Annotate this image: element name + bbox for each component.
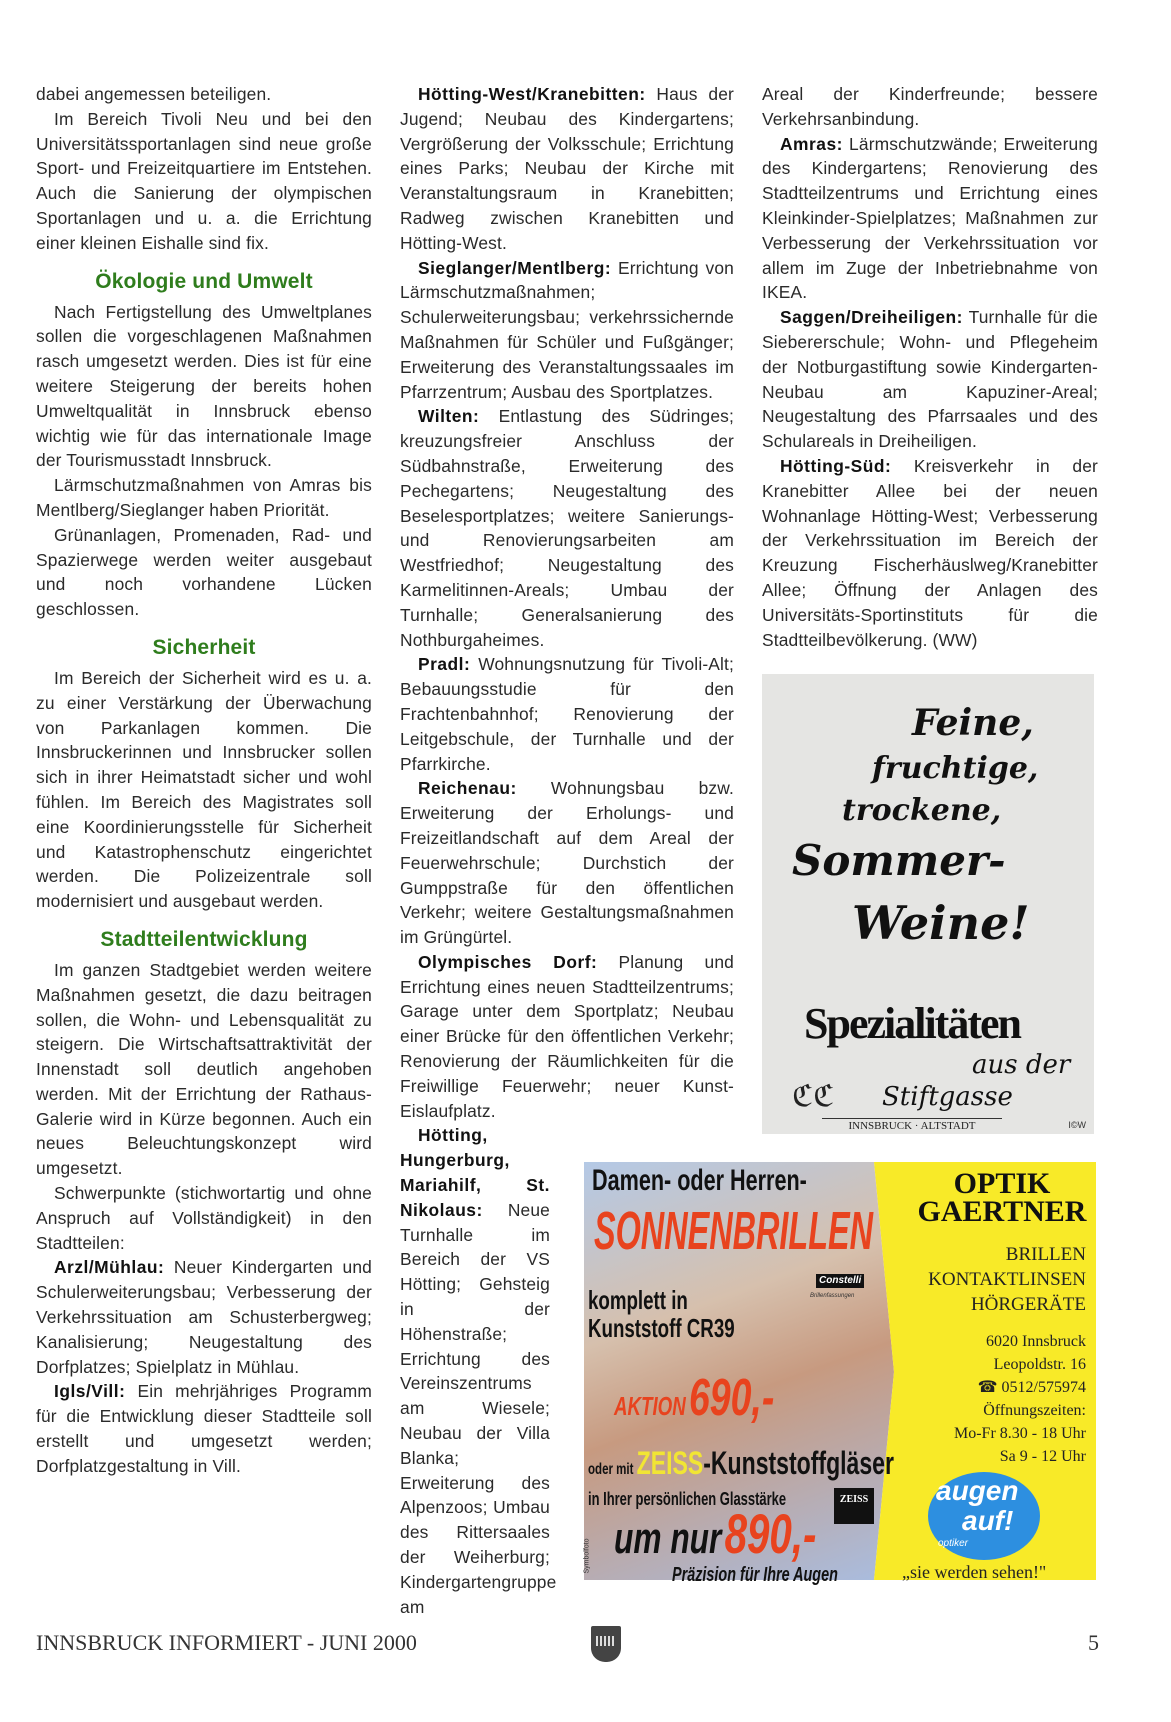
ad-brand: Spezialitäten <box>804 999 1020 1049</box>
district-label: Hötting-West/Kranebitten: <box>418 84 646 104</box>
ad-zeiss-row <box>588 1446 894 1481</box>
district-paragraph-narrow <box>400 1123 557 1619</box>
district-text: Wohnungsnutzung für Tivoli-Alt; Bebauungsstudie für den Frachtenbahnhof; Renovierung der Leitgebschule, der Turnhalle und der Pfarrkirche. <box>400 654 734 774</box>
ad-brand-sub: Stiftgasse <box>882 1082 1013 1113</box>
shop-name-line: GAERTNER <box>917 1195 1087 1228</box>
paragraph: Im Bereich der Sicherheit wird es u. a. zu einer Verstärkung der Überwachung von Parkanlagen kommen. Die Innsbruckerinnen und Innsbrucker sollen sich in ihrer Heimatstadt sicher und wohl fühlen. Im Bereich des Magistrates soll eine Koordinierungsstelle für Sicherheit und Katastrophenschutz eingerichtet werden. Die Polizeizentrale soll modernisiert und ausgebaut werden. <box>36 667 372 912</box>
shop-name-line: OPTIK <box>953 1167 1051 1200</box>
district-text: Lärmschutzwände; Erweiterung des Kindergartens; Renovierung des Stadtteilzentrums und Errichtung eines Kleinkinder-Spielplatzes; Maßnahmen zur Verbesserung der Verkehrssituation vor allem im Zuge der Inbetriebnahme von IKEA. <box>762 133 1098 303</box>
district-paragraph <box>762 454 1098 652</box>
city-crest-icon <box>591 1626 621 1662</box>
ad-text: um nur <box>614 1514 722 1563</box>
ad-headline: Damen- oder Herren- <box>592 1164 807 1197</box>
ad-text: oder mit <box>588 1461 634 1478</box>
ad-script-line: fruchtige, <box>872 751 1039 787</box>
district-paragraph <box>400 404 734 652</box>
augen-auf-logo <box>928 1472 1040 1560</box>
wine-advertisement <box>762 674 1094 1134</box>
publication-title: INNSBRUCK INFORMIERT - JUNI 2000 <box>36 1630 417 1655</box>
shop-services <box>902 1242 1086 1317</box>
paragraph: Areal der Kinderfreunde; bessere Verkehrsanbindung. <box>762 84 1098 129</box>
district-text: Neue Turnhalle im Bereich der VS Hötting; Gehsteig in der Höhenstraße; Errichtung des Vereinszentrums am Wiesele; Neubau der Villa Blanka; Erweiterung des Alpenzoos; Umbau des Rittersaales der Weiherburg; Kindergartengruppe am <box>400 1199 557 1617</box>
district-text: Wohnungsbau bzw. Erweiterung der Erholungs- und Freizeitlandschaft auf dem Areal der Feuerwehrschule; Durchstich der Gumppstraße für den öffentlichen Verkehr; weitere Gestaltungsmaßnahmen im Grüngürtel. <box>400 778 734 948</box>
ad-tagline: Präzision für Ihre Augen <box>672 1564 838 1586</box>
paragraph: Im Bereich Tivoli Neu und bei den Universitätssportanlagen sind neue große Sport- und Freizeitquartiere im Entstehen. Auch die Sanierung der olympischen Sportanlagen und u. a. die Errichtung einer kleinen Eishalle sind fix. <box>36 108 372 253</box>
paragraph: dabei angemessen beteiligen. <box>36 84 272 104</box>
ad-aktion: AKTION <box>614 1391 686 1421</box>
ad-slogan: „sie werden sehen!" <box>902 1562 1047 1582</box>
ad-script-line: Sommer- <box>792 836 1006 886</box>
section-heading-oekologie: Ökologie und Umwelt <box>95 269 313 293</box>
constelli-logo: Constelli <box>816 1274 864 1288</box>
ad-aktion-row <box>614 1370 774 1427</box>
district-label: Saggen/Dreiheiligen: <box>780 307 963 328</box>
service: BRILLEN <box>1005 1244 1086 1265</box>
ad-price-row <box>614 1502 817 1565</box>
district-text: Kreisverkehr in der Kranebitter Allee bei der neuen Wohnanlage Hötting-West; Verbesserung der Verkehrssituation im Bereich der Kreuzung Fischerhäuslweg/Kranebitter Allee; Öffnung der Anlagen des Universitäts-Sportinstituts für die Stadtteilbevölkerung. (WW) <box>762 455 1098 650</box>
district-paragraph <box>400 82 734 256</box>
ad-script-line: Weine! <box>852 896 1030 951</box>
column-1 <box>36 82 372 1479</box>
ad-location: INNSBRUCK · ALTSTADT <box>822 1118 1002 1133</box>
ad-script-line: trockene, <box>842 793 1002 829</box>
district-paragraph <box>400 256 734 405</box>
service: KONTAKTLINSEN <box>928 1269 1086 1290</box>
constelli-sub: Brillenfassungen <box>810 1293 855 1299</box>
district-label: Wilten: <box>418 406 480 427</box>
district-label: Hötting, Hungerburg, Mariahilf, St. Nikolaus: <box>400 1125 550 1220</box>
ad-text: komplett in <box>588 1285 688 1315</box>
ad-text: in Ihrer persönlichen Glasstärke <box>588 1489 787 1509</box>
district-paragraph <box>400 776 734 950</box>
shop-contact <box>894 1330 1086 1468</box>
phone: ☎ 0512/575974 <box>977 1379 1086 1396</box>
zeiss-logo: ZEISS <box>834 1488 874 1524</box>
district-text: Errichtung von Lärmschutzmaßnahmen; Schulerweiterungsbau; verkehrssichernde Maßnahmen für Schüler und Fußgänger; Erweiterung des Veranstaltungssaales im Pfarrzentrum; Ausbau des Sportplatzes. <box>400 257 734 402</box>
district-paragraph <box>400 652 734 776</box>
service: HÖRGERÄTE <box>970 1294 1086 1315</box>
paragraph: Lärmschutzmaßnahmen von Amras bis Mentlberg/Sieglanger haben Priorität. <box>36 475 372 520</box>
district-label: Pradl: <box>418 654 471 675</box>
ad-text-block <box>588 1286 735 1342</box>
page-number: 5 <box>1088 1630 1099 1655</box>
district-label: Arzl/Mühlau: <box>54 1257 165 1278</box>
district-text: Ein mehrjähriges Programm für die Entwicklung dieser Stadtteile soll erstellt und umgesetzt werden; Dorfplatzgestaltung in Vill. <box>36 1381 372 1476</box>
column-3 <box>762 82 1098 1134</box>
district-text: Entlastung des Südringes; kreuzungsfreier Anschluss der Südbahnstraße, Erweiterung des Pechegartens; Neugestaltung des Beselesportplatzes; weitere Sanierungs- und Renovierungsarbeiten am Westfriedhof; Neugestaltung des Karmelitinnen-Areals; Umbau der Turnhalle; Generalsanierung des Nothburgaheimes. <box>400 406 734 650</box>
district-paragraph <box>36 1255 372 1379</box>
district-text: Neuer Kindergarten und Schulerweiterungsbau; Verbesserung der Verkehrssituation am Schusterbergweg; Kanalisierung; Neugestaltung des Dorfplatzes; Spielplatz in Mühlau. <box>36 1257 372 1377</box>
ad-credit: I©W <box>1068 1120 1086 1131</box>
ad-zeiss: ZEISS <box>636 1445 704 1481</box>
district-label: Amras: <box>780 133 843 154</box>
ad-text: Kunststoff CR39 <box>588 1313 735 1343</box>
paragraph: Grünanlagen, Promenaden, Rad- und Spazierwege werden weiter ausgebaut und noch vorhandene Lücken geschlossen. <box>36 524 372 620</box>
ad-price: 690,- <box>688 1369 775 1427</box>
shop-name <box>914 1167 1090 1228</box>
district-label: Reichenau: <box>418 778 517 799</box>
district-label: Igls/Vill: <box>54 1381 126 1402</box>
page-footer <box>36 1630 1099 1660</box>
address: 6020 Innsbruck <box>986 1333 1086 1350</box>
district-text: Turnhalle für die Siebererschule; Wohn- und Pflegeheim der Notburgastiftung sowie Kindergarten-Neubau am Kapuziner-Areal; Neugestaltung des Pfarrsaales und des Schulareals in Dreiheiligen. <box>762 307 1098 452</box>
section-heading-stadtteilentwicklung: Stadtteilentwicklung <box>100 927 308 951</box>
logo-text: augen <box>936 1475 1019 1506</box>
section-heading-sicherheit: Sicherheit <box>152 635 256 659</box>
district-paragraph <box>762 305 1098 454</box>
ad-text: -Kunststoffgläser <box>703 1445 894 1481</box>
logo-text: auf! <box>962 1505 1014 1536</box>
address: Leopoldstr. 16 <box>993 1356 1086 1373</box>
district-label: Sieglanger/Mentlberg: <box>418 257 612 278</box>
ad-product: SONNENBRILLEN <box>594 1201 874 1261</box>
ad-price: 890,- <box>724 1502 817 1565</box>
district-text: Haus der Jugend; Neubau des Kindergartens; Vergrößerung der Volksschule; Errichtung eines Parks; Neubau der Kirche mit Veranstaltungsraum in Kranebitten; Radweg zwischen Kranebitten und Hötting-West. <box>400 84 734 253</box>
hours-label: Öffnungszeiten: <box>983 1402 1086 1419</box>
ad-credit: Symbolfoto <box>583 1538 591 1574</box>
district-label: Olympisches Dorf: <box>418 951 598 972</box>
district-paragraph <box>400 950 734 1124</box>
paragraph: Nach Fertigstellung des Umweltplanes sollen die vorgeschlagenen Maßnahmen rasch umgesetzt werden. Dies ist für eine weitere Steigerung der bereits hohen Umweltqualität in Innsbruck ebenso wichtig wie für das internationale Image der Tourismusstadt Innsbruck. <box>36 301 372 471</box>
optik-advertisement <box>583 1162 1096 1586</box>
logo-text: optiker <box>938 1538 969 1549</box>
hours: Mo-Fr 8.30 - 18 Uhr <box>954 1425 1086 1442</box>
paragraph: Im ganzen Stadtgebiet werden weitere Maßnahmen gesetzt, die dazu beitragen sollen, die Wohn- und Lebensqualität zu steigern. Die Wirtschaftsattraktivität der Innenstadt soll deutlich angehoben werden. Mit der Errichtung der Rathaus-Galerie wird in Kürze begonnen. Auch ein neues Beleuchtungskonzept wird umgesetzt. <box>36 959 372 1179</box>
paragraph: Schwerpunkte (stichwortartig und ohne Anspruch auf Vollständigkeit) in den Stadtteilen: <box>36 1183 372 1253</box>
swirl-ornament-icon: ℭℭ <box>792 1079 835 1115</box>
district-paragraph <box>36 1379 372 1478</box>
hours: Sa 9 - 12 Uhr <box>999 1448 1086 1465</box>
ad-script-line: Feine, <box>912 702 1034 745</box>
ad-brand-sub: aus der <box>972 1050 1071 1081</box>
district-text: Planung und Errichtung eines neuen Stadtteilzentrums; Garage unter dem Sportplatz; Neubau einer Brücke für den öffentlichen Verkehr; Renovierung der Räumlichkeiten für die Freiwillige Feuerwehr; neuer Kunst-Eislaufplatz. <box>400 951 734 1121</box>
district-label: Hötting-Süd: <box>780 455 892 476</box>
district-paragraph <box>762 132 1098 306</box>
